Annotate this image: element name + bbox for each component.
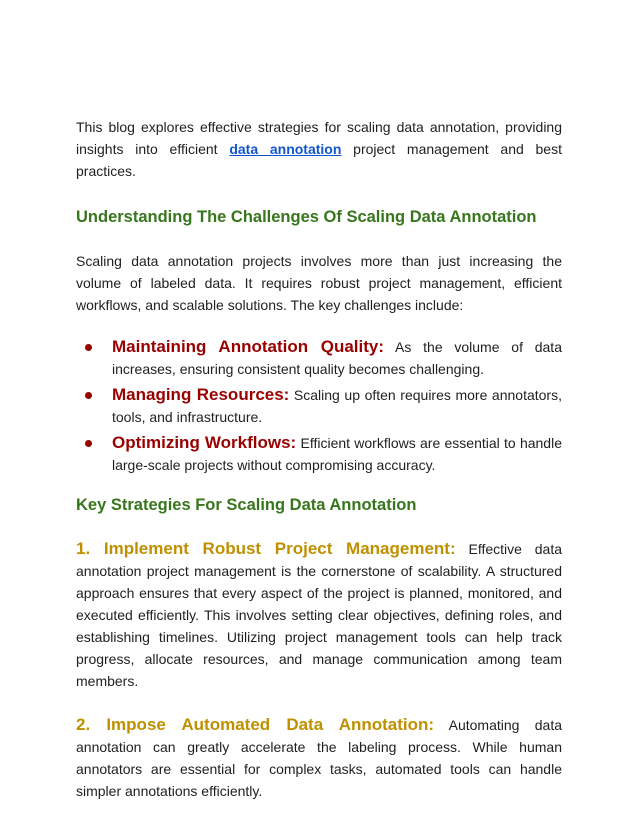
intro-text-before: This blog explores effective strategies for scaling data annotation, providing insights into efficient xyxy=(76,119,562,157)
intro-text-after: project management and best practices. xyxy=(76,141,562,179)
document-page xyxy=(76,116,562,802)
bullet-icon xyxy=(85,440,92,447)
bullet-icon xyxy=(85,392,92,399)
bullet-text: Efficient workflows are essential to handle large-scale projects without compromising accuracy. xyxy=(112,435,562,473)
list-item xyxy=(76,384,562,428)
strategy-paragraph xyxy=(76,714,562,802)
strategies-heading: Key Strategies For Scaling Data Annotation xyxy=(76,496,417,514)
list-item xyxy=(76,432,562,476)
challenges-heading: Understanding The Challenges Of Scaling Data Annotation xyxy=(76,208,537,226)
bullet-text: Scaling up often requires more annotators, tools, and infrastructure. xyxy=(112,387,562,425)
bullet-title: Optimizing Workflows: xyxy=(112,433,297,452)
strategy-title: 2. Impose Automated Data Annotation: xyxy=(76,715,435,734)
challenges-list xyxy=(76,336,562,476)
intro-paragraph xyxy=(76,116,562,182)
bullet-text: As the volume of data increases, ensuring consistent quality becomes challenging. xyxy=(112,339,562,377)
bullet-title: Maintaining Annotation Quality: xyxy=(112,337,385,356)
data-annotation-link[interactable]: data annotation xyxy=(229,141,342,157)
strategy-title: 1. Implement Robust Project Management: xyxy=(76,539,456,558)
strategy-text: Automating data annotation can greatly accelerate the labeling process. While human annotators are essential for complex tasks, automated tools can handle simpler annotations efficiently. xyxy=(76,717,563,799)
challenges-paragraph: Scaling data annotation projects involves more than just increasing the volume of labeled data. It requires robust project management, efficient workflows, and scalable solutions. The key challenges include: xyxy=(76,253,562,313)
strategy-text: Effective data annotation project management is the cornerstone of scalability. A structured approach ensures that every aspect of the project is planned, monitored, and executed efficiently. This involves setting clear objectives, defining roles, and establishing timelines. Utilizing project management tools can help track progress, allocate resources, and manage communication among team members. xyxy=(76,541,563,689)
list-item xyxy=(76,336,562,380)
strategy-paragraph xyxy=(76,538,562,692)
bullet-title: Managing Resources: xyxy=(112,385,290,404)
bullet-icon xyxy=(85,344,92,351)
